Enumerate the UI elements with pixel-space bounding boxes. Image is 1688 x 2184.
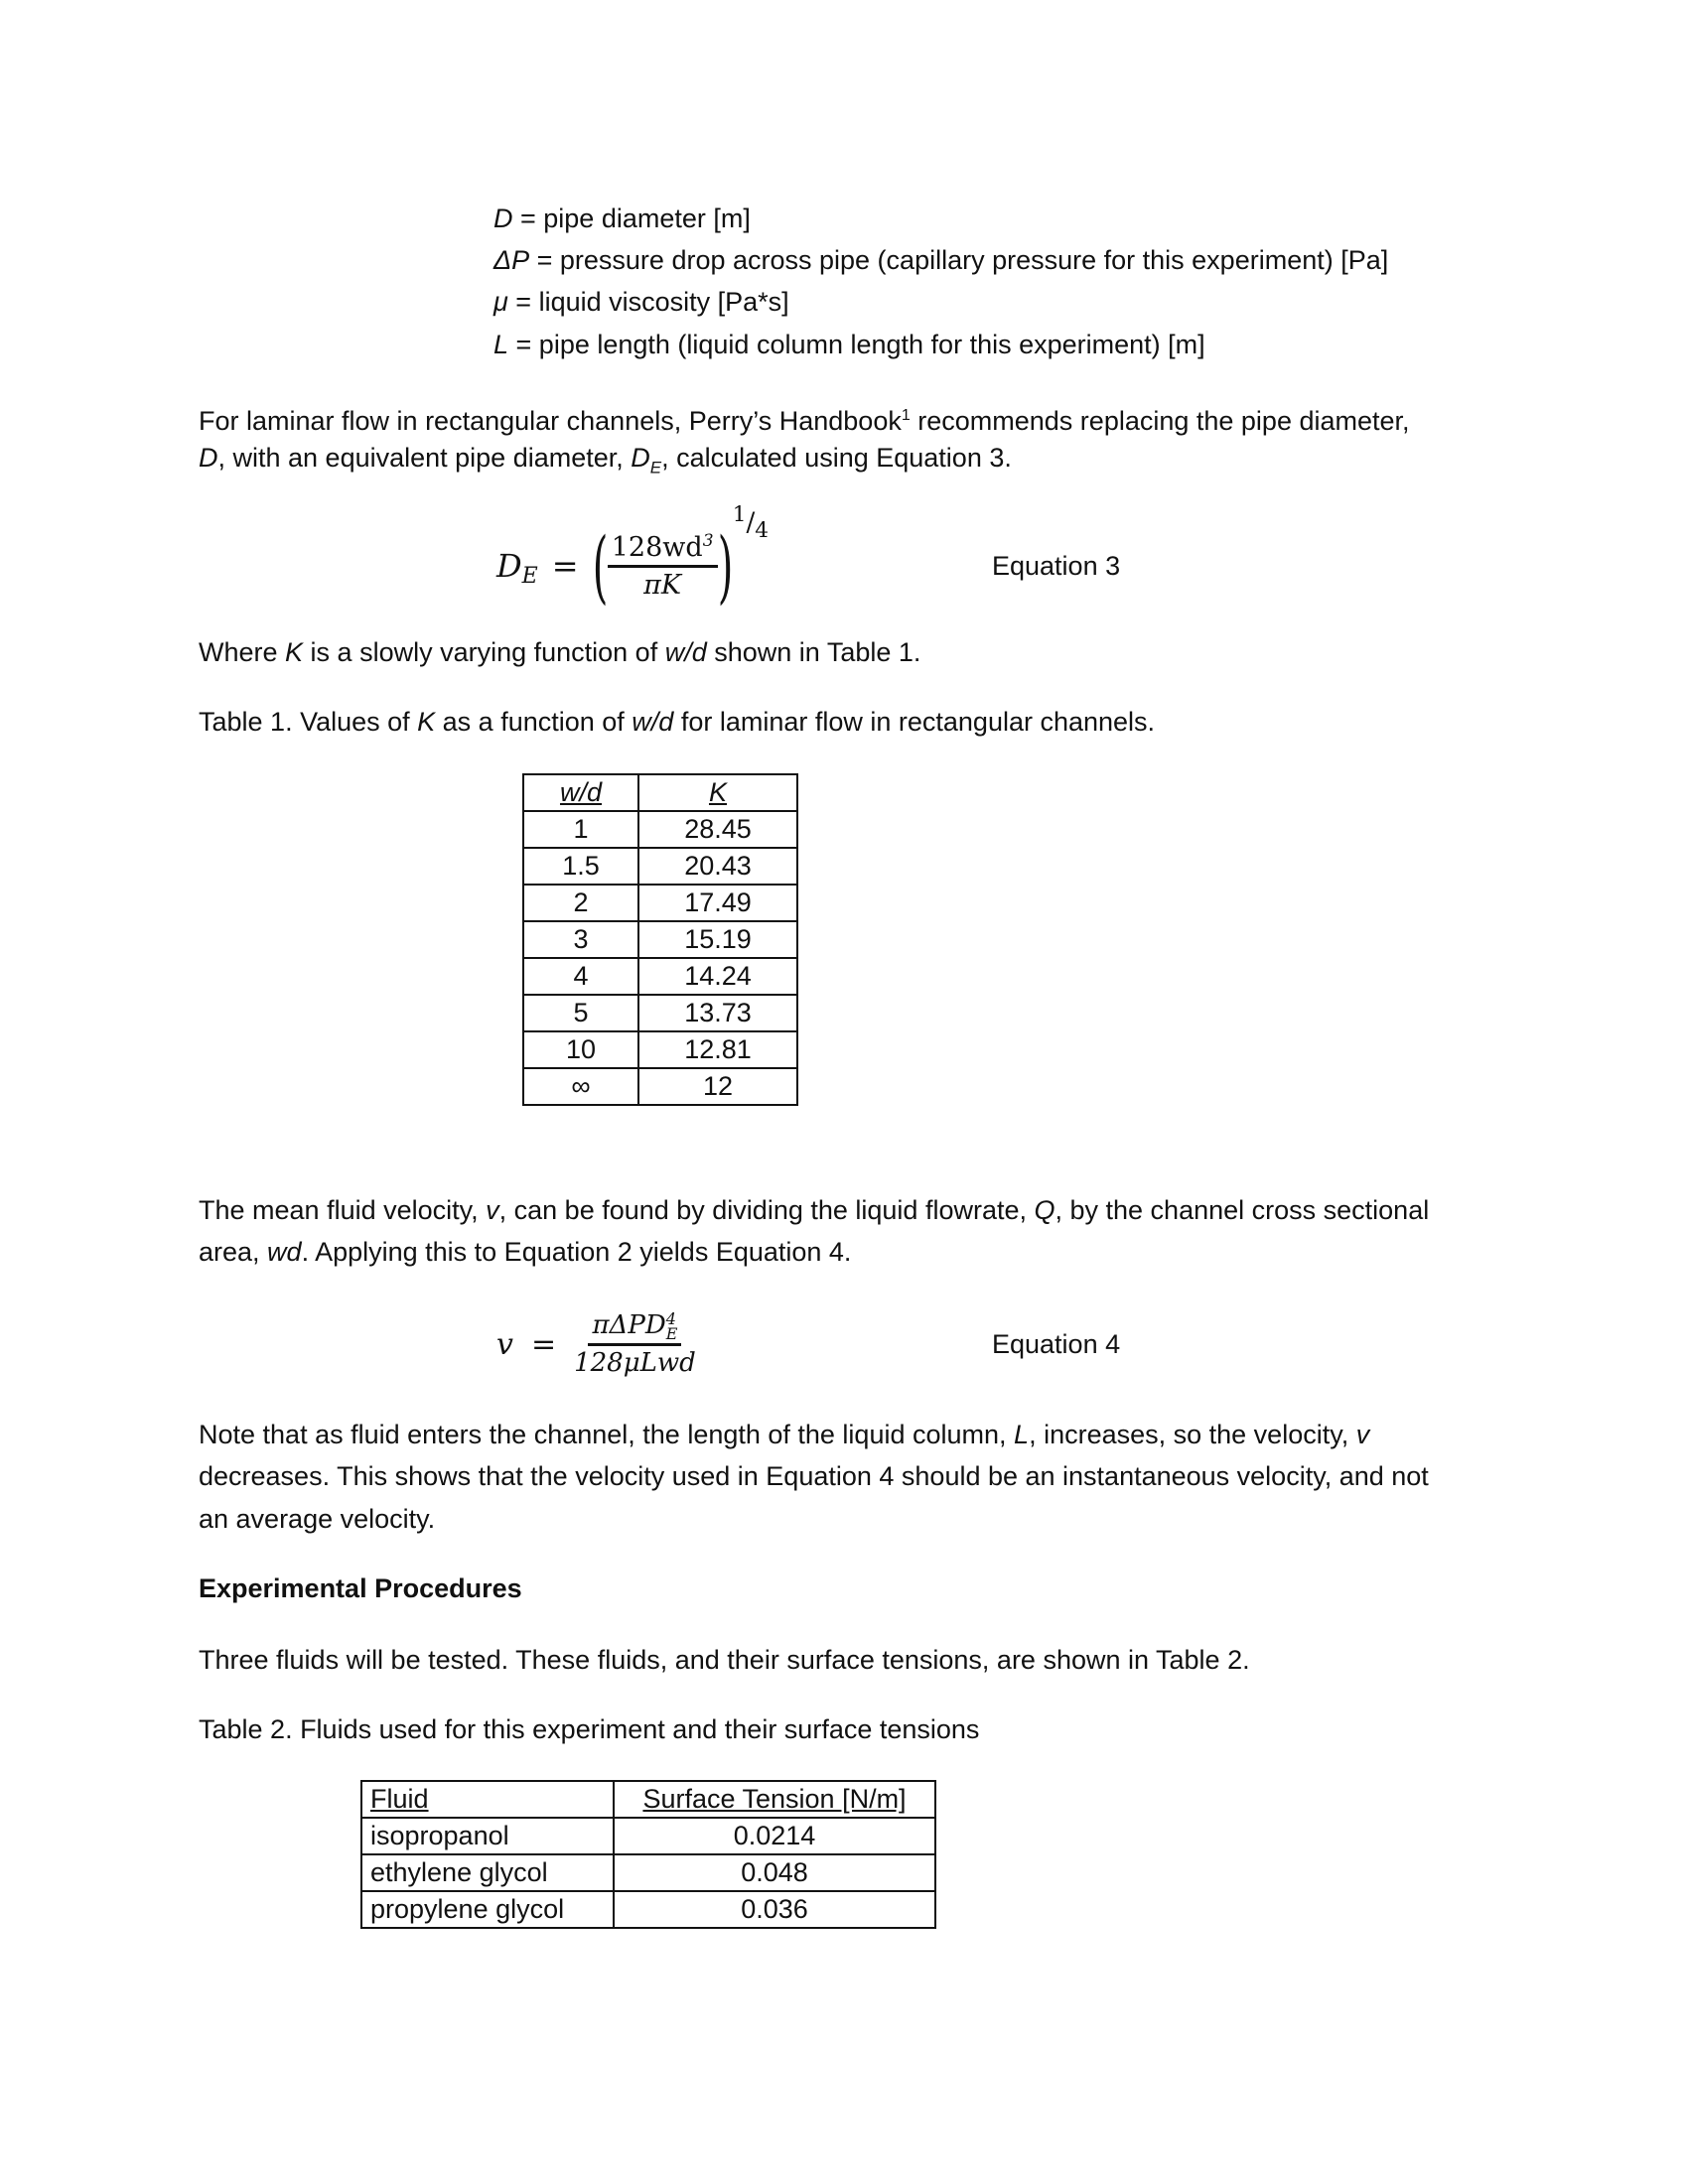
definition: = pipe length (liquid column length for this experiment) [m] [508,330,1205,359]
eq-lhs-sub: E [521,563,538,589]
text: Table 1. Values of [199,707,418,737]
text: K [285,637,304,667]
equation-4 [496,1295,696,1394]
table-caption [199,701,1155,743]
text: L [1014,1420,1030,1449]
text: , by the channel cross sectional [1055,1195,1430,1225]
table-row [523,921,797,958]
table-cell: 15.19 [638,921,797,958]
table-row [523,958,797,995]
text: v [486,1195,499,1225]
text: Q [1034,1195,1055,1225]
table-cell: ∞ [523,1068,638,1105]
exponent-num: 1 [732,502,747,527]
table-header-row [361,1781,935,1818]
variable-definition [493,198,751,239]
variable-definition [493,281,789,323]
equation-label: Equation 3 [992,551,1121,581]
table-row [523,995,797,1031]
text: is a slowly varying function of [303,637,665,667]
paragraph-line: decreases. This shows that the velocity used in Equation 4 should be an instantaneous velocity, and not [199,1461,1429,1491]
table-cell: 1.5 [523,848,638,885]
denominator: πK [643,570,682,601]
table-cell: isopropanol [361,1818,614,1854]
variable-definition [493,324,1205,365]
paragraph [199,1189,1429,1231]
table-cell: 3 [523,921,638,958]
paragraph [199,1231,851,1273]
table-cell: 1 [523,811,638,848]
eq-lhs: v [496,1326,513,1362]
equation-3: D $_E$ = ( $\frac{128wd^3}{\pi K}$ ) $^1/_4$ [496,502,770,613]
table-cell: 28.45 [638,811,797,848]
equals: = [530,1326,557,1362]
table-cell: propylene glycol [361,1891,614,1928]
text: w/d [664,637,707,667]
text: K [417,707,436,737]
exponent-den: 4 [755,517,770,543]
definition: = liquid viscosity [Pa*s] [507,287,789,317]
definition: = pressure drop across pipe (capillary pressure for this experiment) [Pa] [529,245,1389,275]
text: , can be found by dividing the liquid flowrate, [498,1195,1035,1225]
definition: = pipe diameter [m] [512,204,751,233]
text: The mean fluid velocity, [199,1195,487,1225]
paragraph: Three fluids will be tested. These fluids, and their surface tensions, are shown in Table 2. [199,1645,1250,1675]
table-row [523,1031,797,1068]
numerator: 128wd [611,532,703,563]
paragraph [199,631,920,673]
table-cell: 4 [523,958,638,995]
footnote-ref: 1 [901,407,911,424]
table-cell: 10 [523,1031,638,1068]
column-header: K [708,777,727,807]
subscript: E [665,1324,678,1343]
table-cell: 14.24 [638,958,797,995]
text: v [1355,1420,1370,1449]
table-cell: 5 [523,995,638,1031]
table-row [523,885,797,921]
paragraph [199,437,1012,488]
denominator: 128μLwd [574,1348,696,1378]
table-cell: 0.036 [614,1891,935,1928]
eq-lhs: D [496,547,522,585]
paragraph-line: an average velocity. [199,1504,436,1534]
text: recommends replacing the pipe diameter, [910,406,1410,436]
table-cell: 13.73 [638,995,797,1031]
numerator: πΔPD [592,1310,666,1340]
text: w/d [632,707,674,737]
table-caption: Table 2. Fluids used for this experiment and their surface tensions [199,1714,980,1744]
table-header-row [523,774,797,811]
section-heading: Experimental Procedures [199,1573,522,1603]
text: D [199,443,218,473]
text: Note that as fluid enters the channel, the length of the liquid column, [199,1420,1015,1449]
variable-definition [493,239,1388,281]
text: For laminar flow in rectangular channels, Perry’s Handbook [199,406,902,436]
text: . Applying this to Equation 2 yields Equation 4. [301,1237,852,1267]
text: , with an equivalent pipe diameter, [217,443,632,473]
text: , increases, so the velocity, [1029,1420,1356,1449]
column-header: Surface Tension [N/m] [642,1784,907,1814]
table-row [523,848,797,885]
symbol: D [493,204,513,233]
table-cell: 12 [638,1068,797,1105]
table-cell: ethylene glycol [361,1854,614,1891]
text: shown in Table 1. [706,637,921,667]
table-cell: 0.048 [614,1854,935,1891]
table-cell: 17.49 [638,885,797,921]
exponent: 4 [665,1309,676,1328]
text: for laminar flow in rectangular channels. [673,707,1156,737]
table-row [361,1854,935,1891]
table-row [523,1068,797,1105]
paragraph [199,1414,1369,1455]
text: , calculated using Equation 3. [661,443,1012,473]
text: D [631,443,650,473]
text: as a function of [435,707,633,737]
text: E [649,458,662,478]
table-k-values [522,773,798,1106]
text: Where [199,637,286,667]
table-cell: 12.81 [638,1031,797,1068]
symbol: ΔP [493,245,530,275]
table-cell: 0.0214 [614,1818,935,1854]
table-cell: 20.43 [638,848,797,885]
column-header: w/d [559,777,603,807]
column-header: Fluid [370,1784,429,1814]
equals: = [551,547,579,585]
symbol: μ [493,287,508,317]
text: wd [267,1237,302,1267]
table-row [361,1818,935,1854]
exponent: 3 [702,531,714,551]
symbol: L [493,330,509,359]
table-fluids [360,1780,936,1929]
table-cell: 2 [523,885,638,921]
table-row [523,811,797,848]
table-row [361,1891,935,1928]
equation-label: Equation 4 [992,1329,1121,1359]
text: area, [199,1237,268,1267]
paragraph [199,395,1410,442]
